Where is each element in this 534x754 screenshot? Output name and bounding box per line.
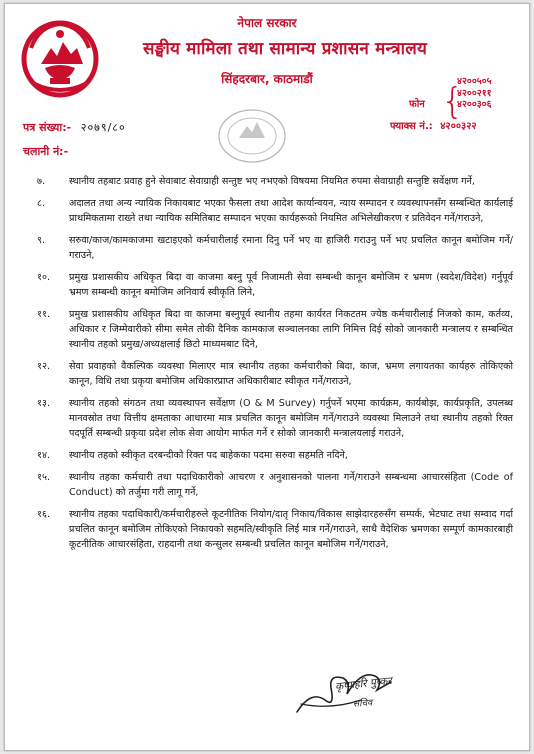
list-item	[37, 470, 513, 500]
item-text: स्थानीय तहबाट प्रवाह हुने सेवाबाट सेवाग्राही सन्तुष्ट भए नभएको विषयमा नियमित रुपमा सेवाग्राही सन्तुष्टि सर्वेक्षण गर्ने,	[69, 176, 475, 187]
item-text: प्रमुख प्रशासकीय अधिकृत बिदा वा काजमा बस्नु पूर्व निजामती सेवा सम्बन्धी कानून बमोजिम र भ्रमण (स्वदेश/विदेश) गर्नुपूर्व भ्रमण सम्बन्धी कानून बमोजिम अनिवार्य स्वीकृति लिने,	[69, 272, 513, 298]
item-text: सरुवा/काज/कामकाजमा खटाइएको कर्मचारीलाई रमाना दिनु पर्ने भए वा हाजिरी गराउनु पर्ने भए प्रचलित कानून बमोजिम गर्ने/गराउने,	[69, 235, 513, 261]
list-item	[37, 174, 513, 189]
item-text: स्थानीय तहको संगठन तथा व्यवस्थापन सर्वेक्षण (O & M Survey) गर्नुपर्ने भएमा कार्यक्रम, कार्यबोझ, कार्यप्रकृति, उपलब्ध मानवस्रोत तथा वित्तीय क्षमताका आधारमा मात्र प्रचलित कानून बमोजिम गर्ने/गराउने व्यवस्था मिलाउने तथा स्थानीय तहको रिक्त पदपूर्ति सम्बन्धी प्रकृया प्रदेश लोक सेवा आयोग मार्फत गर्ने र सोको जानकारी मन्त्रालयलाई गराउने,	[69, 398, 513, 439]
item-number: ११.	[37, 309, 51, 320]
item-number: १०.	[37, 272, 51, 283]
item-number: ८.	[37, 198, 46, 209]
item-text: स्थानीय तहको स्वीकृत दरबन्दीको रिक्त पद बाहेकका पदमा सरुवा सहमति नदिने,	[69, 450, 348, 461]
list-item	[37, 448, 513, 463]
phone-number: ४२००२११	[457, 87, 492, 99]
item-number: १५.	[37, 472, 51, 483]
list-item	[37, 396, 513, 441]
fax-number: ४२००३२२	[440, 121, 477, 132]
item-text: सेवा प्रवाहको वैकल्पिक व्यवस्था मिलाएर मात्र स्थानीय तहका कर्मचारीको बिदा, काज, भ्रमण लगायतका कार्यहरु तोकिएको कानून, विधि तथा प्रकृया बमोजिम अधिकारप्राप्त अधिकारीबाट स्वीकृत गर्ने/गराउने,	[69, 361, 513, 387]
fax-label: फ्याक्स नं.:	[390, 121, 433, 132]
item-number: ९.	[37, 235, 46, 246]
fax-line	[390, 118, 477, 132]
item-text: प्रमुख प्रशासकीय अधिकृत बिदा वा काजमा बस्नुपूर्व स्थानीय तहमा कार्यरत निकटतम ज्येष्ठ कर्मचारीलाई निजको काम, कर्तव्य, अधिकार र जिम्मेवारीको सीमा समेत तोकी दैनिक कामकाज सञ्चालनका लागि निमित्त दिई सोको जानकारी मन्त्रालय र सम्बन्धित स्थानीय तहको प्रमुख/अध्यक्षलाई छिटो माध्यमबाट दिने,	[69, 309, 513, 350]
list-item	[37, 233, 513, 263]
item-text: स्थानीय तहका कर्मचारी तथा पदाधिकारीको आचरण र अनुशासनको पालना गर्ने/गराउने सम्बन्धमा आचारसंहिता (Code of Conduct) को तर्जुमा गरी लागू गर्ने,	[69, 472, 513, 498]
signatory-title: सचिव	[352, 698, 373, 710]
office-seal-icon	[217, 108, 287, 164]
item-number: १३.	[37, 398, 51, 409]
item-number: ७.	[37, 176, 46, 187]
reference-line	[23, 120, 126, 135]
list-item	[37, 270, 513, 300]
phone-brace: {	[441, 81, 464, 122]
letter-page	[4, 3, 530, 751]
reference-label: पत्र संख्या:-	[23, 121, 72, 134]
signatory-name: कृष्णहरि पुष्कर	[334, 675, 393, 693]
item-text: स्थानीय तहका पदाधिकारी/कर्मचारीहरुले कूटनीतिक नियोग/दातृ निकाय/विकास साझेदारहरुसँग सम्पर्क, भेटघाट तथा सम्वाद गर्दा प्रचलित कानून बमोजिम तोकिएको निकायको सहमति/स्वीकृति लिई मात्र गर्ने/गराउने, साथै वैदेशिक भ्रमणका सम्पूर्ण कामकारबाही कूटनीतिक आचारसंहिता, राहदानी तथा कन्सुलर सम्बन्धी प्रचलित कानून बमोजिम गर्ने/गराउने,	[69, 509, 513, 550]
item-number: १६.	[37, 509, 51, 520]
phone-label: फोन	[409, 99, 425, 110]
item-text: अदालत तथा अन्य न्यायिक निकायबाट भएका फैसला तथा आदेश कार्यान्वयन, न्याय सम्पादन र व्यवस्थापनसँग सम्बन्धित कार्यलाई प्राथमिकतामा राख्ने तथा न्यायिक समितिबाट सम्पादन भएका कार्यहरूको नियमित अभिलेखीकरण र प्रतिवेदन गर्ने/गराउने,	[69, 198, 513, 224]
item-number: १२.	[37, 361, 51, 372]
phone-numbers	[457, 76, 492, 111]
ministry-name: सङ्घीय मामिला तथा सामान्य प्रशासन मन्त्रालय	[142, 39, 428, 59]
list-item	[37, 359, 513, 389]
item-list	[37, 174, 513, 559]
phone-number: ४२००५०५	[457, 76, 492, 87]
item-number: १४.	[37, 450, 51, 461]
list-item	[37, 196, 513, 226]
dispatch-label: चलानी नं:-	[23, 145, 69, 158]
ministry-location: सिंहदरबार, काठमाडौं	[221, 72, 313, 86]
list-item	[37, 307, 513, 352]
phone-number: ४२००३०६	[457, 99, 492, 110]
government-name: नेपाल सरकार	[237, 16, 297, 30]
list-item	[37, 507, 513, 552]
reference-value: २०७९/८०	[80, 121, 126, 134]
